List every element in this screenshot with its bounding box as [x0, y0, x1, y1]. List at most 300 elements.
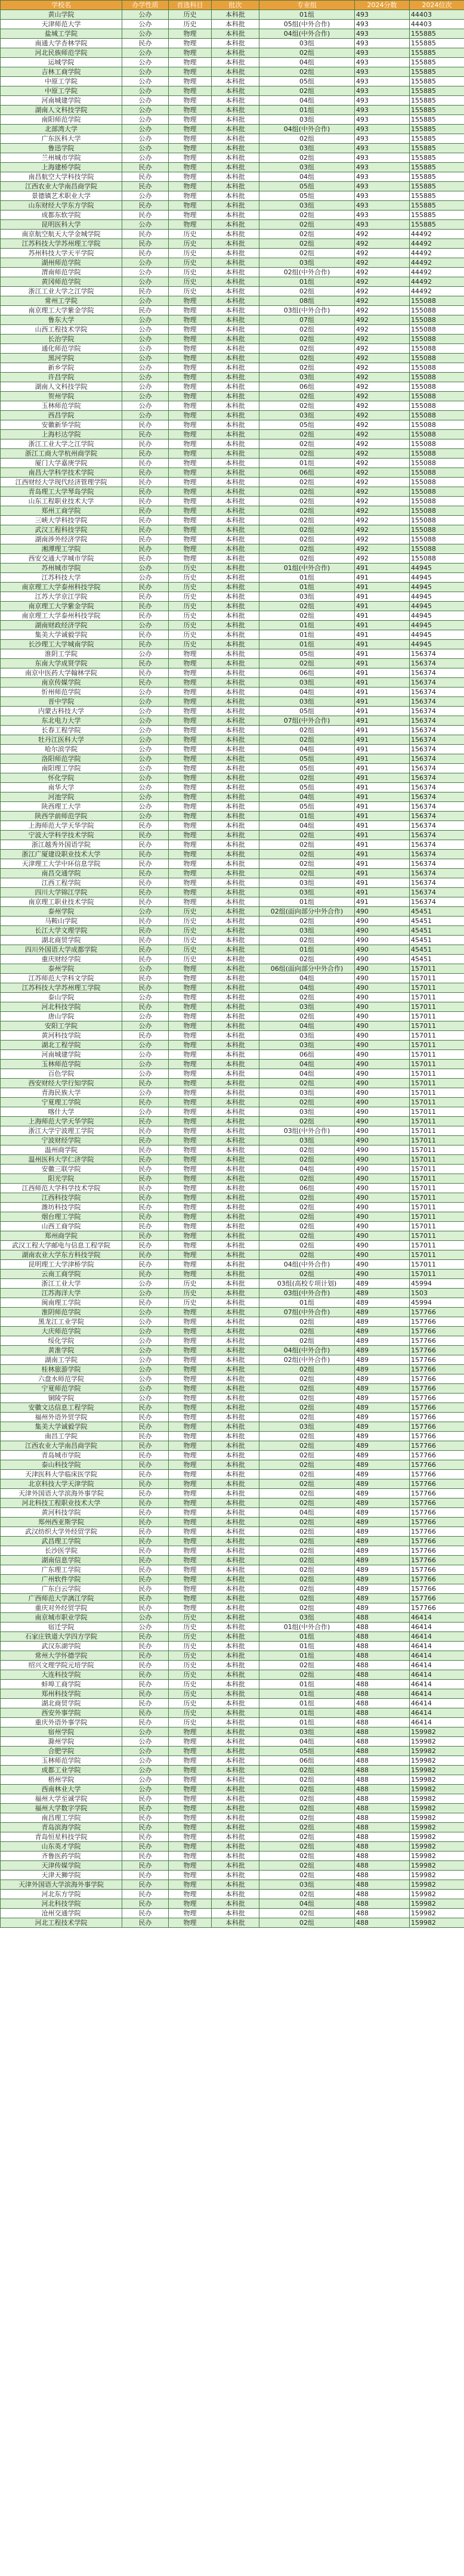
table-row [1, 1823, 464, 1832]
table-row [1, 439, 464, 449]
rank-cell: 157011 [410, 964, 464, 974]
school-type-cell: 公办 [122, 773, 169, 783]
table-row [1, 497, 464, 506]
rank-cell: 159982 [410, 1727, 464, 1737]
batch-cell: 本科批 [212, 230, 259, 239]
batch-cell: 本科批 [212, 1794, 259, 1804]
rank-cell: 159982 [410, 1880, 464, 1890]
subject-cell: 物理 [169, 1785, 212, 1794]
school-type-cell: 民办 [122, 1527, 169, 1537]
rank-cell: 156374 [410, 802, 464, 812]
subject-cell: 物理 [169, 39, 212, 48]
score-cell: 490 [355, 1117, 410, 1126]
school-type-cell: 民办 [122, 1451, 169, 1460]
score-cell: 492 [355, 354, 410, 363]
rank-cell: 159982 [410, 1823, 464, 1832]
table-row [1, 1661, 464, 1670]
school-name-cell: 江苏大学京江学院 [1, 592, 122, 602]
table-row [1, 1899, 464, 1909]
major-group-cell: 03组 [259, 697, 355, 707]
batch-cell: 本科批 [212, 1050, 259, 1060]
major-group-cell: 02组 [259, 48, 355, 58]
table-row [1, 239, 464, 249]
major-group-cell: 02组 [259, 1479, 355, 1489]
rank-cell: 155088 [410, 296, 464, 306]
school-name-cell: 湖南工学院 [1, 1355, 122, 1365]
rank-cell: 156374 [410, 812, 464, 821]
rank-cell: 156374 [410, 707, 464, 716]
school-type-cell: 公办 [122, 812, 169, 821]
rank-cell: 44492 [410, 249, 464, 258]
school-type-cell: 公办 [122, 1613, 169, 1623]
score-cell: 489 [355, 1584, 410, 1594]
table-row [1, 726, 464, 735]
batch-cell: 本科批 [212, 487, 259, 497]
school-type-cell: 公办 [122, 993, 169, 1002]
school-type-cell: 公办 [122, 67, 169, 77]
rank-cell: 155885 [410, 29, 464, 39]
table-row [1, 335, 464, 344]
school-type-cell: 公办 [122, 29, 169, 39]
batch-cell: 本科批 [212, 621, 259, 630]
subject-cell: 物理 [169, 449, 212, 459]
rank-cell: 156374 [410, 659, 464, 668]
school-name-cell: 三峡大学科技学院 [1, 516, 122, 525]
school-type-cell: 民办 [122, 487, 169, 497]
subject-cell: 物理 [169, 1012, 212, 1021]
school-name-cell: 成都东软学院 [1, 210, 122, 220]
major-group-cell: 02组 [259, 1098, 355, 1107]
subject-cell: 历史 [169, 1708, 212, 1718]
batch-cell: 本科批 [212, 1212, 259, 1222]
table-row [1, 134, 464, 144]
school-name-cell: 浙江工商大学杭州商学院 [1, 449, 122, 459]
rank-cell: 44492 [410, 239, 464, 249]
batch-cell: 本科批 [212, 1766, 259, 1775]
rank-cell: 156374 [410, 783, 464, 792]
score-cell: 491 [355, 726, 410, 735]
school-type-cell: 公办 [122, 344, 169, 354]
school-type-cell: 公办 [122, 1365, 169, 1374]
score-cell: 493 [355, 182, 410, 191]
rank-cell: 155088 [410, 459, 464, 468]
subject-cell: 历史 [169, 249, 212, 258]
school-name-cell: 南京理工大学紫金学院 [1, 306, 122, 315]
subject-cell: 历史 [169, 945, 212, 955]
batch-cell: 本科批 [212, 239, 259, 249]
subject-cell: 历史 [169, 20, 212, 29]
batch-cell: 本科批 [212, 1155, 259, 1165]
school-type-cell: 民办 [122, 1403, 169, 1413]
rank-cell: 157011 [410, 1079, 464, 1088]
rank-cell: 44945 [410, 573, 464, 583]
rank-cell: 157011 [410, 1184, 464, 1193]
table-row [1, 936, 464, 945]
school-name-cell: 河北民族师范学院 [1, 48, 122, 58]
batch-cell: 本科批 [212, 134, 259, 144]
batch-cell: 本科批 [212, 773, 259, 783]
school-name-cell: 苏州城市学院 [1, 564, 122, 573]
batch-cell: 本科批 [212, 1775, 259, 1785]
table-row [1, 525, 464, 535]
school-type-cell: 民办 [122, 1689, 169, 1699]
school-name-cell: 玉林师范学院 [1, 1756, 122, 1766]
school-name-cell: 鲁东大学 [1, 315, 122, 325]
school-type-cell: 民办 [122, 1556, 169, 1565]
subject-cell: 物理 [169, 1165, 212, 1174]
school-type-cell: 民办 [122, 1231, 169, 1241]
school-type-cell: 民办 [122, 678, 169, 688]
school-type-cell: 民办 [122, 478, 169, 487]
rank-cell: 155088 [410, 497, 464, 506]
school-type-cell: 民办 [122, 926, 169, 936]
table-row [1, 277, 464, 287]
batch-cell: 本科批 [212, 1899, 259, 1909]
school-type-cell: 公办 [122, 1327, 169, 1336]
score-cell: 492 [355, 525, 410, 535]
school-name-cell: 湖南人文科技学院 [1, 382, 122, 392]
subject-cell: 物理 [169, 1041, 212, 1050]
school-name-cell: 合肥学院 [1, 1747, 122, 1756]
rank-cell: 44492 [410, 230, 464, 239]
table-row [1, 1785, 464, 1794]
batch-cell: 本科批 [212, 611, 259, 621]
score-cell: 492 [355, 373, 410, 382]
school-name-cell: 南阳理工学院 [1, 764, 122, 773]
rank-cell: 156374 [410, 754, 464, 764]
table-row [1, 1184, 464, 1193]
subject-cell: 物理 [169, 1365, 212, 1374]
batch-cell: 本科批 [212, 1718, 259, 1727]
batch-cell: 本科批 [212, 449, 259, 459]
school-name-cell: 西南林业大学 [1, 1785, 122, 1794]
school-type-cell: 公办 [122, 1766, 169, 1775]
school-name-cell: 温州医科大学仁济学院 [1, 1155, 122, 1165]
rank-cell: 155885 [410, 163, 464, 172]
subject-cell: 物理 [169, 1031, 212, 1041]
school-name-cell: 黑龙江工业学院 [1, 1317, 122, 1327]
school-type-cell: 公办 [122, 373, 169, 382]
subject-cell: 历史 [169, 602, 212, 611]
rank-cell: 155088 [410, 306, 464, 315]
table-row [1, 210, 464, 220]
score-cell: 491 [355, 783, 410, 792]
major-group-cell: 01组 [259, 621, 355, 630]
school-name-cell: 新乡学院 [1, 363, 122, 373]
school-name-cell: 安徽新华学院 [1, 420, 122, 430]
subject-cell: 物理 [169, 172, 212, 182]
school-name-cell: 安阳工学院 [1, 1021, 122, 1031]
score-cell: 488 [355, 1832, 410, 1842]
rank-cell: 157011 [410, 1117, 464, 1126]
school-name-cell: 南京航空航天大学金城学院 [1, 230, 122, 239]
table-row [1, 249, 464, 258]
school-name-cell: 晋中学院 [1, 697, 122, 707]
major-group-cell: 02组 [259, 1575, 355, 1584]
batch-cell: 本科批 [212, 630, 259, 640]
table-row [1, 144, 464, 153]
table-row [1, 850, 464, 859]
school-name-cell: 浙江工业大学 [1, 1279, 122, 1289]
school-type-cell: 公办 [122, 1041, 169, 1050]
major-group-cell: 02组 [259, 1832, 355, 1842]
table-row [1, 1794, 464, 1804]
table-row [1, 1079, 464, 1088]
major-group-cell: 02组 [259, 1394, 355, 1403]
rank-cell: 159982 [410, 1785, 464, 1794]
school-name-cell: 郑州西亚斯学院 [1, 1518, 122, 1527]
batch-cell: 本科批 [212, 1012, 259, 1021]
major-group-cell: 04组 [259, 58, 355, 67]
major-group-cell: 02组 [259, 1594, 355, 1603]
school-type-cell: 公办 [122, 20, 169, 29]
rank-cell: 159982 [410, 1890, 464, 1899]
subject-cell: 物理 [169, 1842, 212, 1852]
table-row [1, 535, 464, 544]
table-row [1, 1317, 464, 1327]
school-type-cell: 民办 [122, 201, 169, 210]
school-name-cell: 滁州学院 [1, 1737, 122, 1747]
school-type-cell: 公办 [122, 1279, 169, 1289]
major-group-cell: 02组 [259, 859, 355, 869]
score-cell: 492 [355, 411, 410, 420]
major-group-cell: 01组 [259, 10, 355, 20]
table-row [1, 1413, 464, 1422]
subject-cell: 物理 [169, 1098, 212, 1107]
major-group-cell: 02组 [259, 735, 355, 745]
school-type-cell: 民办 [122, 1584, 169, 1594]
school-type-cell: 民办 [122, 859, 169, 869]
major-group-cell: 02组 [259, 363, 355, 373]
rank-cell: 155088 [410, 525, 464, 535]
rank-cell: 155088 [410, 468, 464, 478]
batch-cell: 本科批 [212, 96, 259, 106]
major-group-cell: 02组 [259, 487, 355, 497]
subject-cell: 历史 [169, 630, 212, 640]
rank-cell: 157766 [410, 1575, 464, 1584]
school-type-cell: 公办 [122, 1107, 169, 1117]
rank-cell: 157766 [410, 1546, 464, 1556]
subject-cell: 历史 [169, 230, 212, 239]
batch-cell: 本科批 [212, 1289, 259, 1298]
major-group-cell: 05组 [259, 707, 355, 716]
rank-cell: 156374 [410, 678, 464, 688]
score-cell: 489 [355, 1327, 410, 1336]
batch-cell: 本科批 [212, 735, 259, 745]
school-name-cell: 江苏科技大学苏州理工学院 [1, 983, 122, 993]
major-group-cell: 02组 [259, 1804, 355, 1813]
school-type-cell: 公办 [122, 1355, 169, 1365]
school-name-cell: 桂林旅游学院 [1, 1365, 122, 1374]
batch-cell: 本科批 [212, 296, 259, 306]
school-type-cell: 民办 [122, 831, 169, 840]
subject-cell: 物理 [169, 401, 212, 411]
major-group-cell: 02组 [259, 1317, 355, 1327]
score-cell: 489 [355, 1374, 410, 1384]
major-group-cell: 03组(中外合作) [259, 306, 355, 315]
batch-cell: 本科批 [212, 1250, 259, 1260]
table-row [1, 315, 464, 325]
table-row [1, 754, 464, 764]
score-cell: 490 [355, 1060, 410, 1069]
score-cell: 491 [355, 812, 410, 821]
school-type-cell: 民办 [122, 1565, 169, 1575]
major-group-cell: 04组 [259, 96, 355, 106]
school-type-cell: 民办 [122, 210, 169, 220]
score-cell: 488 [355, 1651, 410, 1661]
school-name-cell: 阳光学院 [1, 1174, 122, 1184]
subject-cell: 物理 [169, 649, 212, 659]
subject-cell: 历史 [169, 917, 212, 926]
score-cell: 493 [355, 10, 410, 20]
score-cell: 491 [355, 735, 410, 745]
school-name-cell: 南昌大学科学技术学院 [1, 468, 122, 478]
batch-cell: 本科批 [212, 525, 259, 535]
major-group-cell: 02组 [259, 1890, 355, 1899]
major-group-cell: 02组 [259, 497, 355, 506]
subject-cell: 历史 [169, 955, 212, 964]
batch-cell: 本科批 [212, 917, 259, 926]
rank-cell: 159982 [410, 1813, 464, 1823]
table-row [1, 1270, 464, 1279]
subject-cell: 物理 [169, 516, 212, 525]
table-row [1, 1145, 464, 1155]
major-group-cell: 01组 [259, 1718, 355, 1727]
batch-cell: 本科批 [212, 1642, 259, 1651]
score-cell: 491 [355, 745, 410, 754]
table-row [1, 907, 464, 917]
table-row [1, 602, 464, 611]
subject-cell: 物理 [169, 1079, 212, 1088]
subject-cell: 物理 [169, 439, 212, 449]
subject-cell: 物理 [169, 506, 212, 516]
rank-cell: 46414 [410, 1632, 464, 1642]
rank-cell: 157766 [410, 1565, 464, 1575]
subject-cell: 物理 [169, 1451, 212, 1460]
table-row [1, 1813, 464, 1823]
school-name-cell: 泰山学院 [1, 993, 122, 1002]
major-group-cell: 01组(中外合作) [259, 1623, 355, 1632]
score-cell: 491 [355, 659, 410, 668]
school-type-cell: 公办 [122, 1308, 169, 1317]
table-row [1, 621, 464, 630]
major-group-cell: 03组 [259, 1088, 355, 1098]
major-group-cell: 02组(中外合作) [259, 1355, 355, 1365]
subject-cell: 物理 [169, 544, 212, 554]
school-name-cell: 泰州学院 [1, 964, 122, 974]
subject-cell: 历史 [169, 564, 212, 573]
major-group-cell: 03组 [259, 1136, 355, 1145]
subject-cell: 物理 [169, 1126, 212, 1136]
subject-cell: 物理 [169, 1565, 212, 1575]
school-name-cell: 西昌学院 [1, 411, 122, 420]
rank-cell: 157766 [410, 1336, 464, 1346]
school-name-cell: 上海师范大学天华学院 [1, 821, 122, 831]
school-type-cell: 公办 [122, 296, 169, 306]
school-name-cell: 沧州交通学院 [1, 1909, 122, 1918]
subject-cell: 物理 [169, 1861, 212, 1871]
batch-cell: 本科批 [212, 859, 259, 869]
school-name-cell: 湖南人文科技学院 [1, 106, 122, 115]
score-cell: 488 [355, 1880, 410, 1890]
subject-cell: 物理 [169, 106, 212, 115]
school-type-cell: 民办 [122, 1432, 169, 1441]
score-cell: 493 [355, 220, 410, 230]
subject-cell: 物理 [169, 773, 212, 783]
major-group-cell: 02组 [259, 993, 355, 1002]
school-name-cell: 淮阴工学院 [1, 649, 122, 659]
subject-cell: 物理 [169, 96, 212, 106]
school-type-cell: 民办 [122, 1832, 169, 1842]
major-group-cell: 06组 [259, 668, 355, 678]
major-group-cell: 02组 [259, 1661, 355, 1670]
score-cell: 492 [355, 268, 410, 277]
subject-cell: 物理 [169, 1527, 212, 1537]
batch-cell: 本科批 [212, 1355, 259, 1365]
major-group-cell: 02组 [259, 1670, 355, 1680]
score-cell: 488 [355, 1804, 410, 1813]
score-cell: 493 [355, 39, 410, 48]
table-row [1, 611, 464, 621]
table-row [1, 516, 464, 525]
table-row [1, 1231, 464, 1241]
score-cell: 491 [355, 802, 410, 812]
school-type-cell: 公办 [122, 754, 169, 764]
subject-cell: 历史 [169, 1661, 212, 1670]
rank-cell: 157011 [410, 1203, 464, 1212]
batch-cell: 本科批 [212, 716, 259, 726]
table-row [1, 459, 464, 468]
school-name-cell: 浙江越秀外国语学院 [1, 840, 122, 850]
rank-cell: 159982 [410, 1794, 464, 1804]
subject-cell: 物理 [169, 1727, 212, 1737]
school-name-cell: 南京城市职业学院 [1, 1613, 122, 1623]
table-row [1, 1422, 464, 1432]
score-cell: 489 [355, 1460, 410, 1470]
school-name-cell: 上海师范大学天华学院 [1, 1117, 122, 1126]
major-group-cell: 02组 [259, 936, 355, 945]
major-group-cell: 04组(中外合作) [259, 125, 355, 134]
school-type-cell: 民办 [122, 468, 169, 478]
score-cell: 488 [355, 1756, 410, 1766]
school-name-cell: 江苏科技大学苏州理工学院 [1, 239, 122, 249]
score-cell: 493 [355, 58, 410, 67]
school-name-cell: 泰山科技学院 [1, 1460, 122, 1470]
batch-cell: 本科批 [212, 1756, 259, 1766]
major-group-cell: 01组 [259, 1689, 355, 1699]
score-cell: 489 [355, 1346, 410, 1355]
school-type-cell: 民办 [122, 888, 169, 897]
batch-cell: 本科批 [212, 1107, 259, 1117]
major-group-cell: 01组 [259, 812, 355, 821]
school-name-cell: 青岛滨海学院 [1, 1823, 122, 1832]
score-cell: 488 [355, 1632, 410, 1642]
subject-cell: 物理 [169, 1422, 212, 1432]
rank-cell: 159982 [410, 1918, 464, 1928]
table-row [1, 955, 464, 964]
table-row [1, 1623, 464, 1632]
school-type-cell: 民办 [122, 1518, 169, 1527]
score-cell: 491 [355, 564, 410, 573]
batch-cell: 本科批 [212, 1890, 259, 1899]
table-row [1, 373, 464, 382]
rank-cell: 156374 [410, 735, 464, 745]
batch-cell: 本科批 [212, 392, 259, 401]
score-cell: 491 [355, 592, 410, 602]
batch-cell: 本科批 [212, 1632, 259, 1642]
school-type-cell: 公办 [122, 726, 169, 735]
batch-cell: 本科批 [212, 1546, 259, 1556]
